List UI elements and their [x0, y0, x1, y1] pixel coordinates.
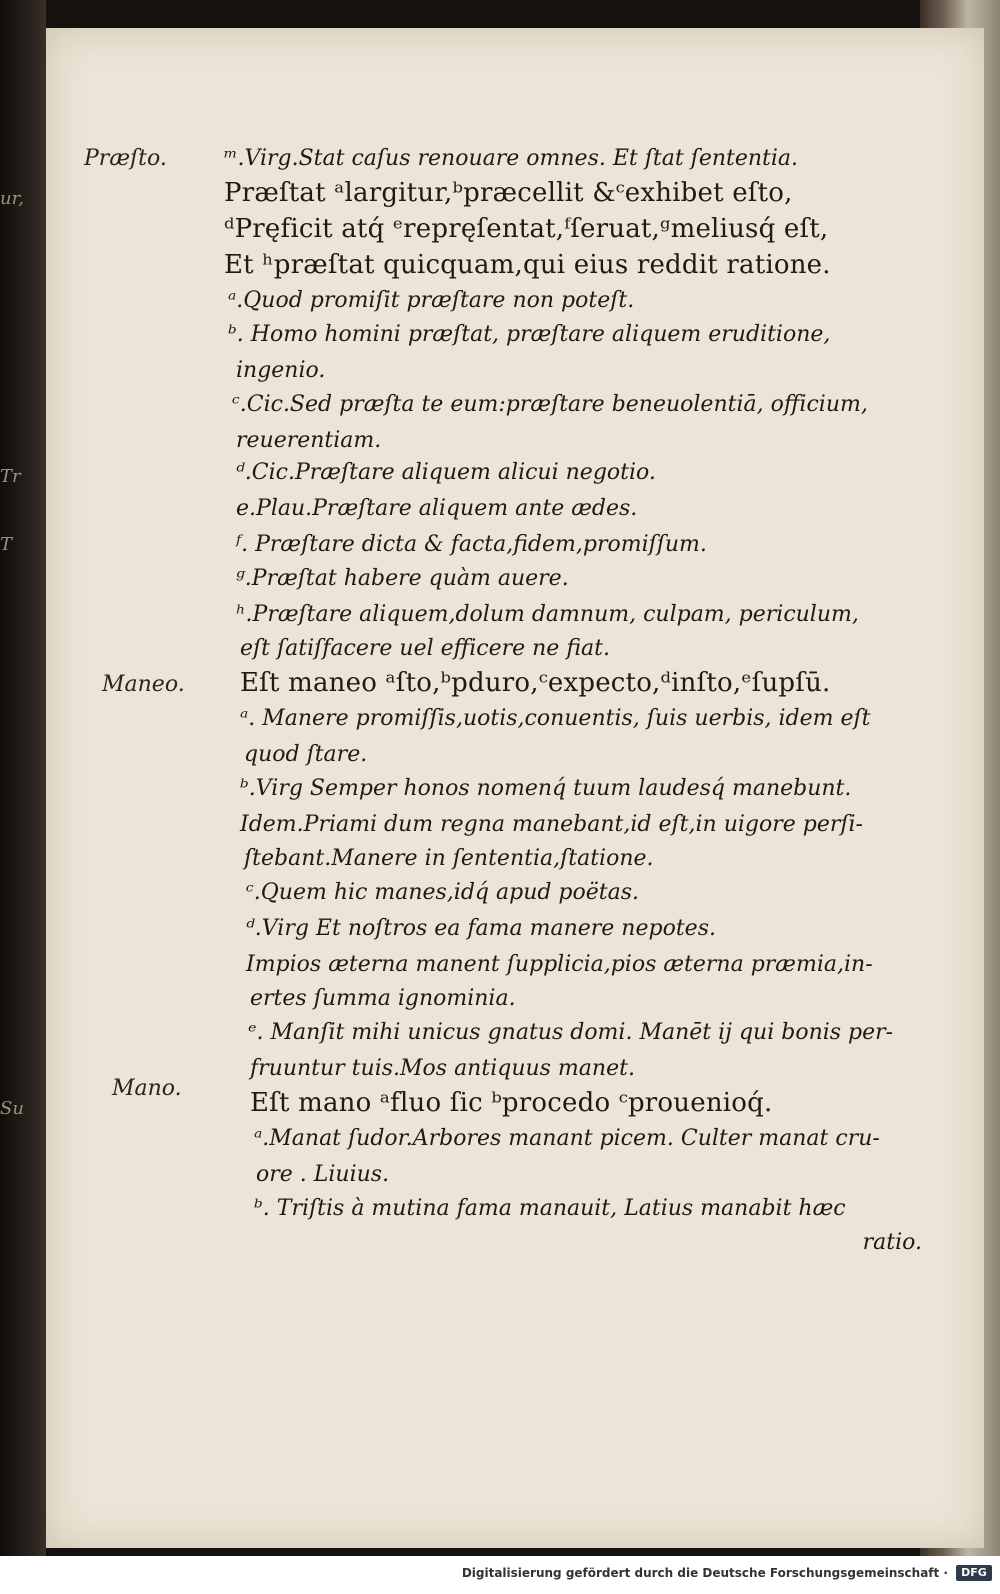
text-line: Præſtat ᵃlargitur,ᵇpræcellit &ᶜexhibet eſto,	[224, 178, 793, 208]
footer-credit: Digitalisierung gefördert durch die Deutsche Forschungsgemeinschaft ·	[461, 1566, 948, 1580]
text-line: reuerentiam.	[236, 428, 382, 453]
text-line: fruuntur tuis.Mos antiquus manet.	[250, 1056, 635, 1081]
margin-note-mano: Mano.	[112, 1076, 182, 1101]
text-line: Impios æterna manent ſupplicia,pios æterna præmia,in-	[246, 952, 873, 977]
text-line: ᵃ.Quod promiſit præſtare non poteſt.	[228, 288, 635, 313]
text-line: ʰ.Præſtare aliquem,dolum damnum, culpam, periculum,	[236, 602, 859, 627]
text-line: ingenio.	[236, 358, 326, 383]
facing-page-strip	[0, 0, 46, 1560]
margin-note-presto: Præſto.	[84, 146, 167, 171]
text-line: ᵃ.Manat ſudor.Arbores manant picem. Culter manat cru-	[254, 1126, 880, 1151]
text-line: ᵇ.Virg Semper honos nomenq́ tuum laudesq́ manebunt.	[240, 776, 852, 801]
text-line: ore . Liuius.	[256, 1162, 390, 1187]
text-line: ᶜ.Cic.Sed præſta te eum:præſtare beneuolentiā, officium,	[232, 392, 868, 417]
text-line: ᶜ.Quem hic manes,idq́ apud poëtas.	[246, 880, 640, 905]
text-line: Eſt maneo ᵃſto,ᵇpduro,ᶜexpecto,ᵈinſto,ᵉſupſū.	[240, 668, 831, 698]
text-line: ᵇ. Homo homini præſtat, præſtare aliquem eruditione,	[228, 322, 831, 347]
text-line: ᵉ. Manſit mihi unicus gnatus domi. Manēt ij qui bonis per-	[248, 1020, 894, 1045]
ghost-text: ur,	[0, 188, 24, 209]
ghost-text: T	[0, 534, 13, 555]
text-line: eſt ſatiſfacere uel efficere ne fiat.	[240, 636, 610, 661]
text-line: ᵈ.Virg Et noſtros ea fama manere nepotes.	[246, 916, 716, 941]
dfg-logo: DFG	[956, 1565, 992, 1581]
text-line: quod ſtare.	[244, 742, 368, 767]
text-line: ratio.	[862, 1230, 922, 1255]
text-line: ᵈPręficit atq́ ᵉrepręſentat,ᶠſeruat,ᵍmeliusq́ eſt,	[224, 214, 829, 244]
text-line: ᵍ.Præſtat habere quàm auere.	[236, 566, 569, 591]
text-line: e.Plau.Præſtare aliquem ante ædes.	[236, 496, 638, 521]
margin-note-maneo: Maneo.	[102, 672, 185, 697]
text-line: ᶠ. Præſtare dicta & facta,fidem,promiſſum.	[236, 532, 707, 557]
text-line: Idem.Priami dum regna manebant,id eſt,in uigore perſi-	[240, 812, 863, 837]
text-line: Et ʰpræſtat quicquam,qui eius reddit ratione.	[224, 250, 831, 280]
text-line: Eſt mano ᵃfluo ſic ᵇprocedo ᶜprouenioq́.	[250, 1088, 773, 1118]
text-line: ſtebant.Manere in ſententia,ſtatione.	[244, 846, 654, 871]
text-line: ertes ſumma ignominia.	[250, 986, 516, 1011]
text-line: ᵇ. Triſtis à mutina fama manauit, Latius manabit hæc	[254, 1196, 846, 1221]
text-line: ᵃ. Manere promiſſis,uotis,conuentis, ſuis uerbis, idem eſt	[240, 706, 871, 731]
ghost-text: Su	[0, 1098, 24, 1119]
footer-bar	[0, 1556, 1000, 1594]
text-line: ᵈ.Cic.Præſtare aliquem alicui negotio.	[236, 460, 656, 485]
text-line: ᵐ.Virg.Stat caſus renouare omnes. Et ſtat ſententia.	[224, 146, 799, 171]
ghost-text: Tr	[0, 466, 21, 487]
